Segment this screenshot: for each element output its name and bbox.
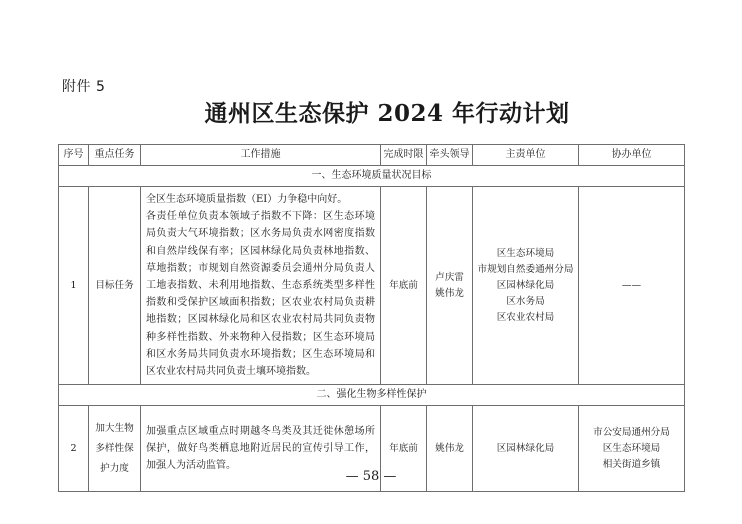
task-line: 护力度 — [100, 462, 129, 474]
header-measures: 工作措施 — [141, 145, 381, 166]
header-leader: 牵头领导 — [427, 145, 473, 166]
document-title: 通州区生态保护 2024 年行动计划 — [204, 100, 570, 127]
header-deadline: 完成时限 — [381, 145, 427, 166]
table-row — [59, 187, 685, 385]
unit-name: 区生态环境局 — [602, 442, 661, 454]
row-assisting-units: —— — [579, 187, 685, 385]
unit-name: 区生态环境局 — [496, 247, 555, 259]
row-responsible-units: 区园林绿化局 — [473, 406, 579, 492]
header-responsible-unit: 主责单位 — [473, 145, 579, 166]
unit-name: 市公安局通州分局 — [593, 426, 670, 438]
unit-name: 区水务局 — [506, 295, 545, 307]
section-heading: 一、生态环境质量状况目标 — [59, 166, 685, 187]
attachment-label: 附件 5 — [62, 79, 106, 95]
row-leaders: 姚伟龙 — [427, 406, 473, 492]
row-task: 目标任务 — [89, 187, 141, 385]
measures-body: 各责任单位负责本领域子指数不下降：区生态环境局负责大气环境指数；区水务局负责水网密度指数和自然岸线保有率；区园林绿化局负责林地指数、草地指数；市规划自然资源委员会通州分局负责人工地表指数、未利用地指数、生态系统类型多样性指数和受保护区域面积指数；区农业农村局负责耕地指数；区园林绿化局和区农业农村局共同负责物种多样性指数、外来物种入侵指数；区生态环境局和区水务局共同负责水环境指数；区生态环境局和区农业农村局共同负责土壤环境指数。 — [146, 211, 375, 378]
table-header-row — [59, 145, 685, 166]
section-row — [59, 166, 685, 187]
section-row — [59, 385, 685, 406]
row-deadline: 年底前 — [381, 187, 427, 385]
unit-name: 区园林绿化局 — [496, 279, 555, 291]
row-index: 2 — [59, 406, 89, 492]
row-responsible-units — [473, 187, 579, 385]
leader-name: 姚伟龙 — [435, 287, 464, 299]
header-task: 重点任务 — [89, 145, 141, 166]
header-assisting-unit: 协办单位 — [579, 145, 685, 166]
measures-line: 全区生态环境质量指数（EI）力争稳中向好。 — [146, 194, 348, 205]
row-leaders — [427, 187, 473, 385]
action-plan-table — [58, 144, 685, 492]
task-line: 多样性保 — [95, 442, 134, 454]
row-index: 1 — [59, 187, 89, 385]
page-number: — 58 — — [345, 469, 397, 484]
row-deadline: 年底前 — [381, 406, 427, 492]
unit-name: 市规划自然委通州分局 — [477, 263, 574, 275]
unit-name: 相关街道乡镇 — [602, 458, 661, 470]
leader-name: 卢庆雷 — [435, 271, 464, 283]
task-line: 加大生物 — [95, 422, 134, 434]
header-index: 序号 — [59, 145, 89, 166]
row-measures: 加强重点区域重点时期越冬鸟类及其迁徙休憩场所保护，做好鸟类栖息地附近居民的宣传引导工作，加强人为活动监管。 — [141, 406, 381, 492]
section-heading: 二、强化生物多样性保护 — [59, 385, 685, 406]
unit-name: 区农业农村局 — [496, 311, 555, 323]
row-measures — [141, 187, 381, 385]
